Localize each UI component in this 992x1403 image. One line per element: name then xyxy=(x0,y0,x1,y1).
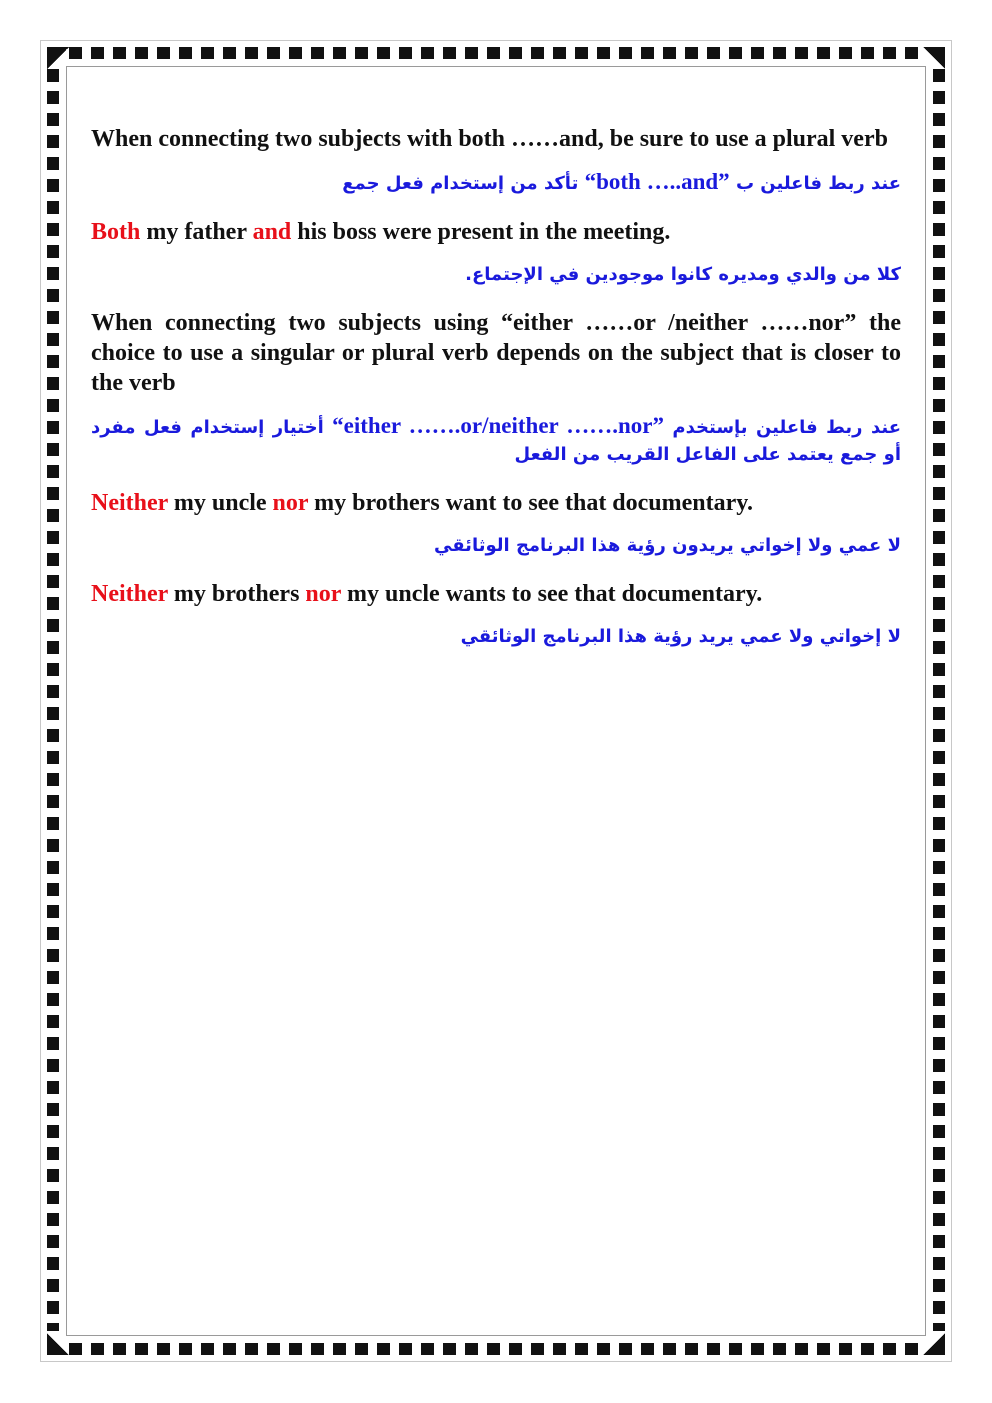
example-text: his boss were present in the meeting. xyxy=(291,219,671,245)
corner-triangle-top-right xyxy=(923,47,945,69)
example-neither-nor-2 xyxy=(91,579,901,609)
ar-term: “either …….or/neither …….nor” xyxy=(332,413,664,438)
ar-suffix: أختيار إستخدام فعل مفرد أو جمع يعتمد على الفاعل القريب من الفعل xyxy=(91,417,901,465)
highlight-word: and xyxy=(252,219,292,245)
highlight-word: Both xyxy=(91,219,141,245)
example-text: my father xyxy=(140,219,253,245)
ar-prefix: عند ربط فاعلين بإستخدم xyxy=(663,417,901,438)
highlight-word: nor xyxy=(305,581,341,607)
corner-triangle-bottom-left xyxy=(47,1333,69,1355)
example-text: my uncle wants to see that documentary. xyxy=(341,581,763,607)
example-text: my uncle xyxy=(167,490,273,516)
rule-either-neither: When connecting two subjects using “either ……or /neither ……nor” the choice to use a singular or plural verb depends on the subject that is closer to the verb xyxy=(91,310,901,396)
example-text: my brothers xyxy=(167,581,306,607)
example-both-and-arabic: كلا من والدي ومديره كانوا موجودين في الإجتماع. xyxy=(465,264,901,285)
rule-both-and: When connecting two subjects with both ……and, be sure to use a plural verb xyxy=(91,126,888,152)
border-dashes-right xyxy=(933,69,945,1331)
example-neither-nor-2-arabic: لا إخواتي ولا عمي يريد رؤية هذا البرنامج الوثائقي xyxy=(460,626,901,647)
highlight-word: Neither xyxy=(91,490,168,516)
example-both-and xyxy=(91,217,901,247)
highlight-word: nor xyxy=(272,490,309,516)
example-text: my brothers want to see that documentary. xyxy=(308,490,753,516)
border-dashes-left xyxy=(47,69,59,1331)
highlight-word: Neither xyxy=(91,581,168,607)
border-dashes-top xyxy=(69,47,921,59)
rule-both-and-arabic xyxy=(91,168,901,197)
ar-prefix: عند ربط فاعلين ب xyxy=(729,173,901,194)
ar-suffix: تأكد من إستخدام فعل جمع xyxy=(342,173,585,194)
corner-triangle-bottom-right xyxy=(923,1333,945,1355)
ar-term: “both …..and” xyxy=(584,169,730,194)
example-neither-nor-1-arabic: لا عمي ولا إخواتي يريدون رؤية هذا البرنامج الوثائقي xyxy=(434,535,901,556)
border-dashes-bottom xyxy=(69,1343,921,1355)
document-content xyxy=(91,124,901,650)
example-neither-nor-1 xyxy=(91,488,901,518)
rule-either-neither-arabic xyxy=(91,412,901,468)
